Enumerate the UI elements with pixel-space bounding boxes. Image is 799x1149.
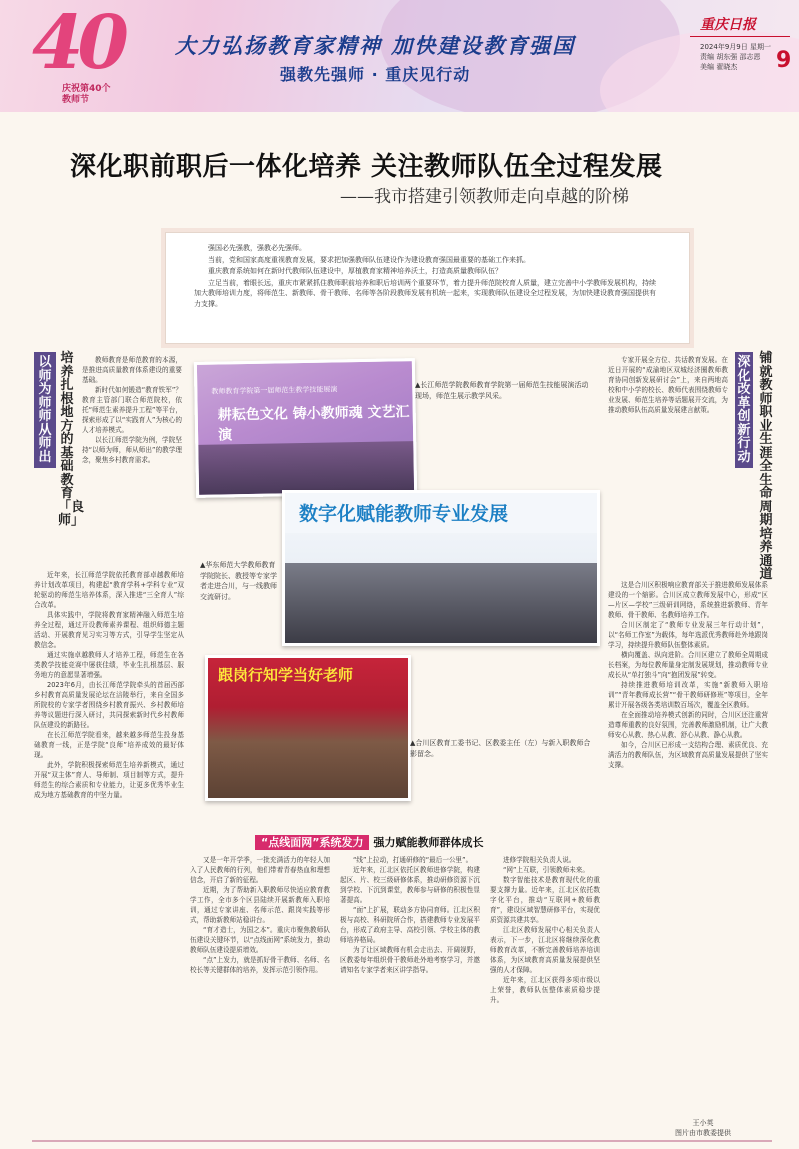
- body-paragraph: 又是一年开学季，一批充满活力的年轻人加入了人民教师的行列，他们带着青春热血和理想信念，开启了新的征程。: [190, 856, 330, 884]
- body-paragraph: 横向覆盖、纵向进阶。合川区建立了教师全周期成长档案，为每位教师量身定制发展规划，推动教师专业成长从“单打独斗”向“抱团发展”转变。: [608, 651, 768, 679]
- section-label-left-primary: 以师为师 师从师出: [34, 352, 56, 468]
- intro-paragraph: 当前，党和国家高度重视教育发展，要求把加强教师队伍建设作为建设教育强国最重要的基础工作来抓。: [208, 255, 530, 264]
- section-label-left-secondary: 培养扎根地方的基础教育「良师」: [58, 351, 85, 528]
- body-paragraph: 2023年6月，由长江师范学院牵头的首届西部乡村教育高质量发展论坛在涪陵举行，来自全国多所院校的专家学者围绕乡村教育振兴、乡村教师培养等议题进行深入研讨，共同探索新时代乡村教师队伍建设的新路径。: [34, 681, 184, 729]
- issue-weekday: 星期一: [749, 43, 771, 51]
- intro-paragraph: 立足当前，着眼长远，重庆市紧紧抓住教师职前培养和职后培训两个重要环节，着力提升师范院校育人质量，建立完善中小学教师发展机构，持续加大教师培训力度，将师范生、新教师、骨干教师、名师等各阶段教师发展有机统一起来，实现教师队伍建设全过程发展，为加快建设教育强国提供有力支撑。: [194, 278, 656, 308]
- page-bottom-rule: [32, 1140, 772, 1142]
- body-paragraph: “网”上互联，引领教师未来。: [503, 866, 589, 874]
- article-column: [34, 570, 184, 1130]
- issue-meta: [700, 42, 771, 72]
- body-paragraph: “点”上发力，就是抓好骨干教师、名师、名校长等关键群体的培养，发挥示范引领作用。: [190, 956, 330, 974]
- body-paragraph: 江北区教师发展中心相关负责人表示，下一步，江北区将继续深化教师教育改革，不断完善教师培养培训体系，为区域教育高质量发展提供坚强的人才保障。: [490, 926, 600, 974]
- article-intro-box: [165, 232, 690, 344]
- body-paragraph: 为了让区域教师有机会走出去、开阔视野，区教委每年组织骨干教师赴外地考察学习，并邀请知名专家学者来区讲学指导。: [340, 946, 480, 974]
- newspaper-masthead: 重庆日报: [700, 17, 756, 33]
- masthead-divider: [690, 36, 790, 37]
- intro-paragraph: 强国必先强教，强教必先强师。: [208, 244, 306, 252]
- article-column: [608, 355, 728, 575]
- article-column: [490, 855, 600, 1135]
- anniversary-caption: [62, 84, 111, 106]
- intro-paragraph: 重庆教育系统如何在新时代教师队伍建设中，厚植教育家精神培养沃土，打造高质量教师队伍？: [208, 267, 502, 275]
- photo-backdrop-title: 跟岗行知学当好老师: [218, 666, 354, 684]
- body-paragraph: 近期，为了帮助新入职教师尽快适应教育教学工作，全市多个区县陆续开展新教师入职培训，通过专家讲座、名师示范、跟岗实践等形式，帮助新教师站稳讲台。: [190, 886, 330, 924]
- anniversary-caption-line: 教师节: [62, 95, 90, 105]
- anniversary-caption-line: 庆祝第40个: [62, 84, 111, 94]
- body-paragraph: 这是合川区积极响应教育部关于推进教师发展体系建设的一个缩影。合川区成立教师发展中心，形成“区—片区—学校”三级研训网络，系统推进新教师、青年教师、骨干教师、名教师培养工作。: [608, 581, 768, 619]
- anniversary-number: 40: [32, 0, 123, 86]
- article-column: [82, 355, 182, 555]
- body-paragraph: “育才造士，为国之本”。重庆市聚焦教师队伍建设关键环节，以“点线面网”系统发力，推动教师队伍建设提质增效。: [190, 926, 330, 954]
- photo-people: [198, 441, 414, 495]
- photo-caption: ▲长江师范学院教师教育学院第一届师范生技能展演活动现场，师范生展示教学风采。: [415, 381, 589, 400]
- issue-date: 2024年9月9日: [700, 43, 748, 51]
- section-label-right-primary: 深化改革 创新行动: [735, 352, 753, 468]
- editor-line: 美编 翟晓杰: [700, 63, 738, 71]
- author-name: 王小英: [692, 1119, 714, 1127]
- banner-slogan: 大力弘扬教育家精神 加快建设教育强国: [175, 33, 576, 58]
- body-paragraph: “线”上拉动，打通研修的“最后一公里”。: [353, 856, 473, 864]
- section-tag: “点线面网”系统发力: [255, 835, 369, 850]
- photo-screen-title: 数字化赋能教师专业发展: [299, 503, 509, 525]
- page-number: 9: [776, 48, 792, 73]
- body-paragraph: 近年来，江北区依托区教师进修学院，构建起区、片、校三级研修体系，推动研修资源下沉到学校、下沉到课堂，教师参与研修的积极性显著提高。: [340, 866, 480, 904]
- page-banner: [0, 0, 799, 112]
- body-paragraph: 进修学院相关负责人说。: [503, 856, 576, 864]
- article-column: [608, 580, 768, 1140]
- body-paragraph: 在长江师范学院看来，越来越多师范生投身基础教育一线，正是学院“良师”培养成效的最好体现。: [34, 731, 184, 759]
- body-paragraph: 持续推进教师培训改革，实施“新教师入职培训”“青年教师成长营”“骨干教师研修班”等项目，全年累计开展各级各类培训数百场次，覆盖全区教师。: [608, 681, 768, 709]
- photo-caption: ▲合川区教育工委书记、区教委主任（左）与新入职教师合影留念。: [410, 739, 591, 758]
- editor-line: 责编 胡东强 邵志恩: [700, 53, 761, 61]
- photo-group: [205, 655, 411, 801]
- article-headline: 深化职前职后一体化培养 关注教师队伍全过程发展: [70, 152, 663, 182]
- body-paragraph: “面”上扩展，联动多方协同育师。江北区积极与高校、科研院所合作，搭建教师专业发展平台，形成了政府主导、高校引领、学校主体的教师培养格局。: [340, 906, 480, 944]
- article-column: [190, 855, 330, 1135]
- body-paragraph: 具体实践中，学院将教育家精神融入师范生培养全过程，通过开设教师素养课程、组织师德主题活动、开展教育见习实习等方式，引导学生坚定从教信念。: [34, 611, 184, 649]
- photo-banner-title: 耕耘色文化 铸小教师魂 文艺汇演: [217, 404, 410, 444]
- body-paragraph: 近年来，长江师范学院依托教育部卓越教师培养计划改革项目，构建起“教育学科+学科专业”双轮驱动的师范生培养体系，深入推进“三全育人”综合改革。: [34, 571, 184, 609]
- body-paragraph: 合川区制定了“教师专业发展三年行动计划”，以“名师工作室”为载体，每年选派优秀教师赴外地跟岗学习，持续提升教师队伍整体素质。: [608, 621, 768, 649]
- article-signature: [675, 1118, 731, 1138]
- body-paragraph: 此外，学院积极探索师范生培养新模式，通过开展“双主体”育人、导师制、项目制等方式，提升师范生的综合素质和专业能力，让更多优秀毕业生成为地方基础教育的中坚力量。: [34, 761, 184, 799]
- photo-performance: [194, 358, 417, 498]
- body-paragraph: 近年来，江北区获得多项市级以上荣誉，教师队伍整体素质稳步提升。: [490, 976, 600, 1004]
- body-paragraph: 新时代如何锻造“教育铁军”？教育主管部门联合师范院校，依托“师范生素养提升工程”等平台，探索形成了以“实践育人”为核心的人才培养模式。: [82, 386, 182, 434]
- section-label-right-secondary: 铺就教师职业生涯全生命周期培养通道: [759, 351, 773, 582]
- section-heading: [255, 834, 483, 850]
- body-paragraph: 教师教育是师范教育的本源，是推进高质量教育体系建设的重要基础。: [82, 356, 182, 384]
- body-paragraph: 如今，合川区已形成一支结构合理、素质优良、充满活力的教师队伍，为区域教育高质量发展提供了坚实支撑。: [608, 741, 768, 769]
- article-column: [340, 855, 480, 1135]
- body-paragraph: 在全面推动培养模式创新的同时，合川区还注重营造尊师重教的良好氛围，完善教师激励机制，让广大教师安心从教、热心从教、舒心从教、静心从教。: [608, 711, 768, 739]
- photo-credit: 图片由市教委提供: [675, 1129, 731, 1137]
- body-paragraph: 专家开展全方位、共话教育发展。在近日开展的“成渝地区双城经济圈教师教育协同创新发展研讨会”上，来自两地高校和中小学的校长、教师代表围绕教师专业发展、师范生培养等话题展开交流，为推动教师队伍高质量发展建言献策。: [608, 356, 728, 414]
- photo-banner-subtitle: 教师教育学院第一届师范生教学技能展演: [211, 385, 338, 396]
- banner-sub-slogan: 强教先强师 · 重庆见行动: [280, 65, 471, 84]
- body-paragraph: 数字智能技术是教育现代化的重要支撑力量。近年来，江北区依托数字化平台，推动“互联网+教师教育”，建设区域智慧研修平台，实现优质资源共建共享。: [490, 876, 600, 924]
- photo-seminar: [282, 490, 600, 646]
- article-subheadline: ——我市搭建引领教师走向卓越的阶梯: [340, 187, 629, 207]
- body-paragraph: 通过实施卓越教师人才培养工程，师范生在各类教学技能竞赛中屡获佳绩，毕业生扎根基层、服务地方的意愿显著增强。: [34, 651, 184, 679]
- photo-caption: ▲华东师范大学教师教育学院院长、教授等专家学者走进合川，与一线教师交流研讨。: [200, 561, 277, 601]
- section-title: 强力赋能教师群体成长: [373, 836, 484, 849]
- photo-crowd: [285, 563, 597, 643]
- body-paragraph: 以长江师范学院为例，学院坚持“以师为师，师从师出”的教学理念，聚焦乡村教育需求。: [82, 436, 182, 464]
